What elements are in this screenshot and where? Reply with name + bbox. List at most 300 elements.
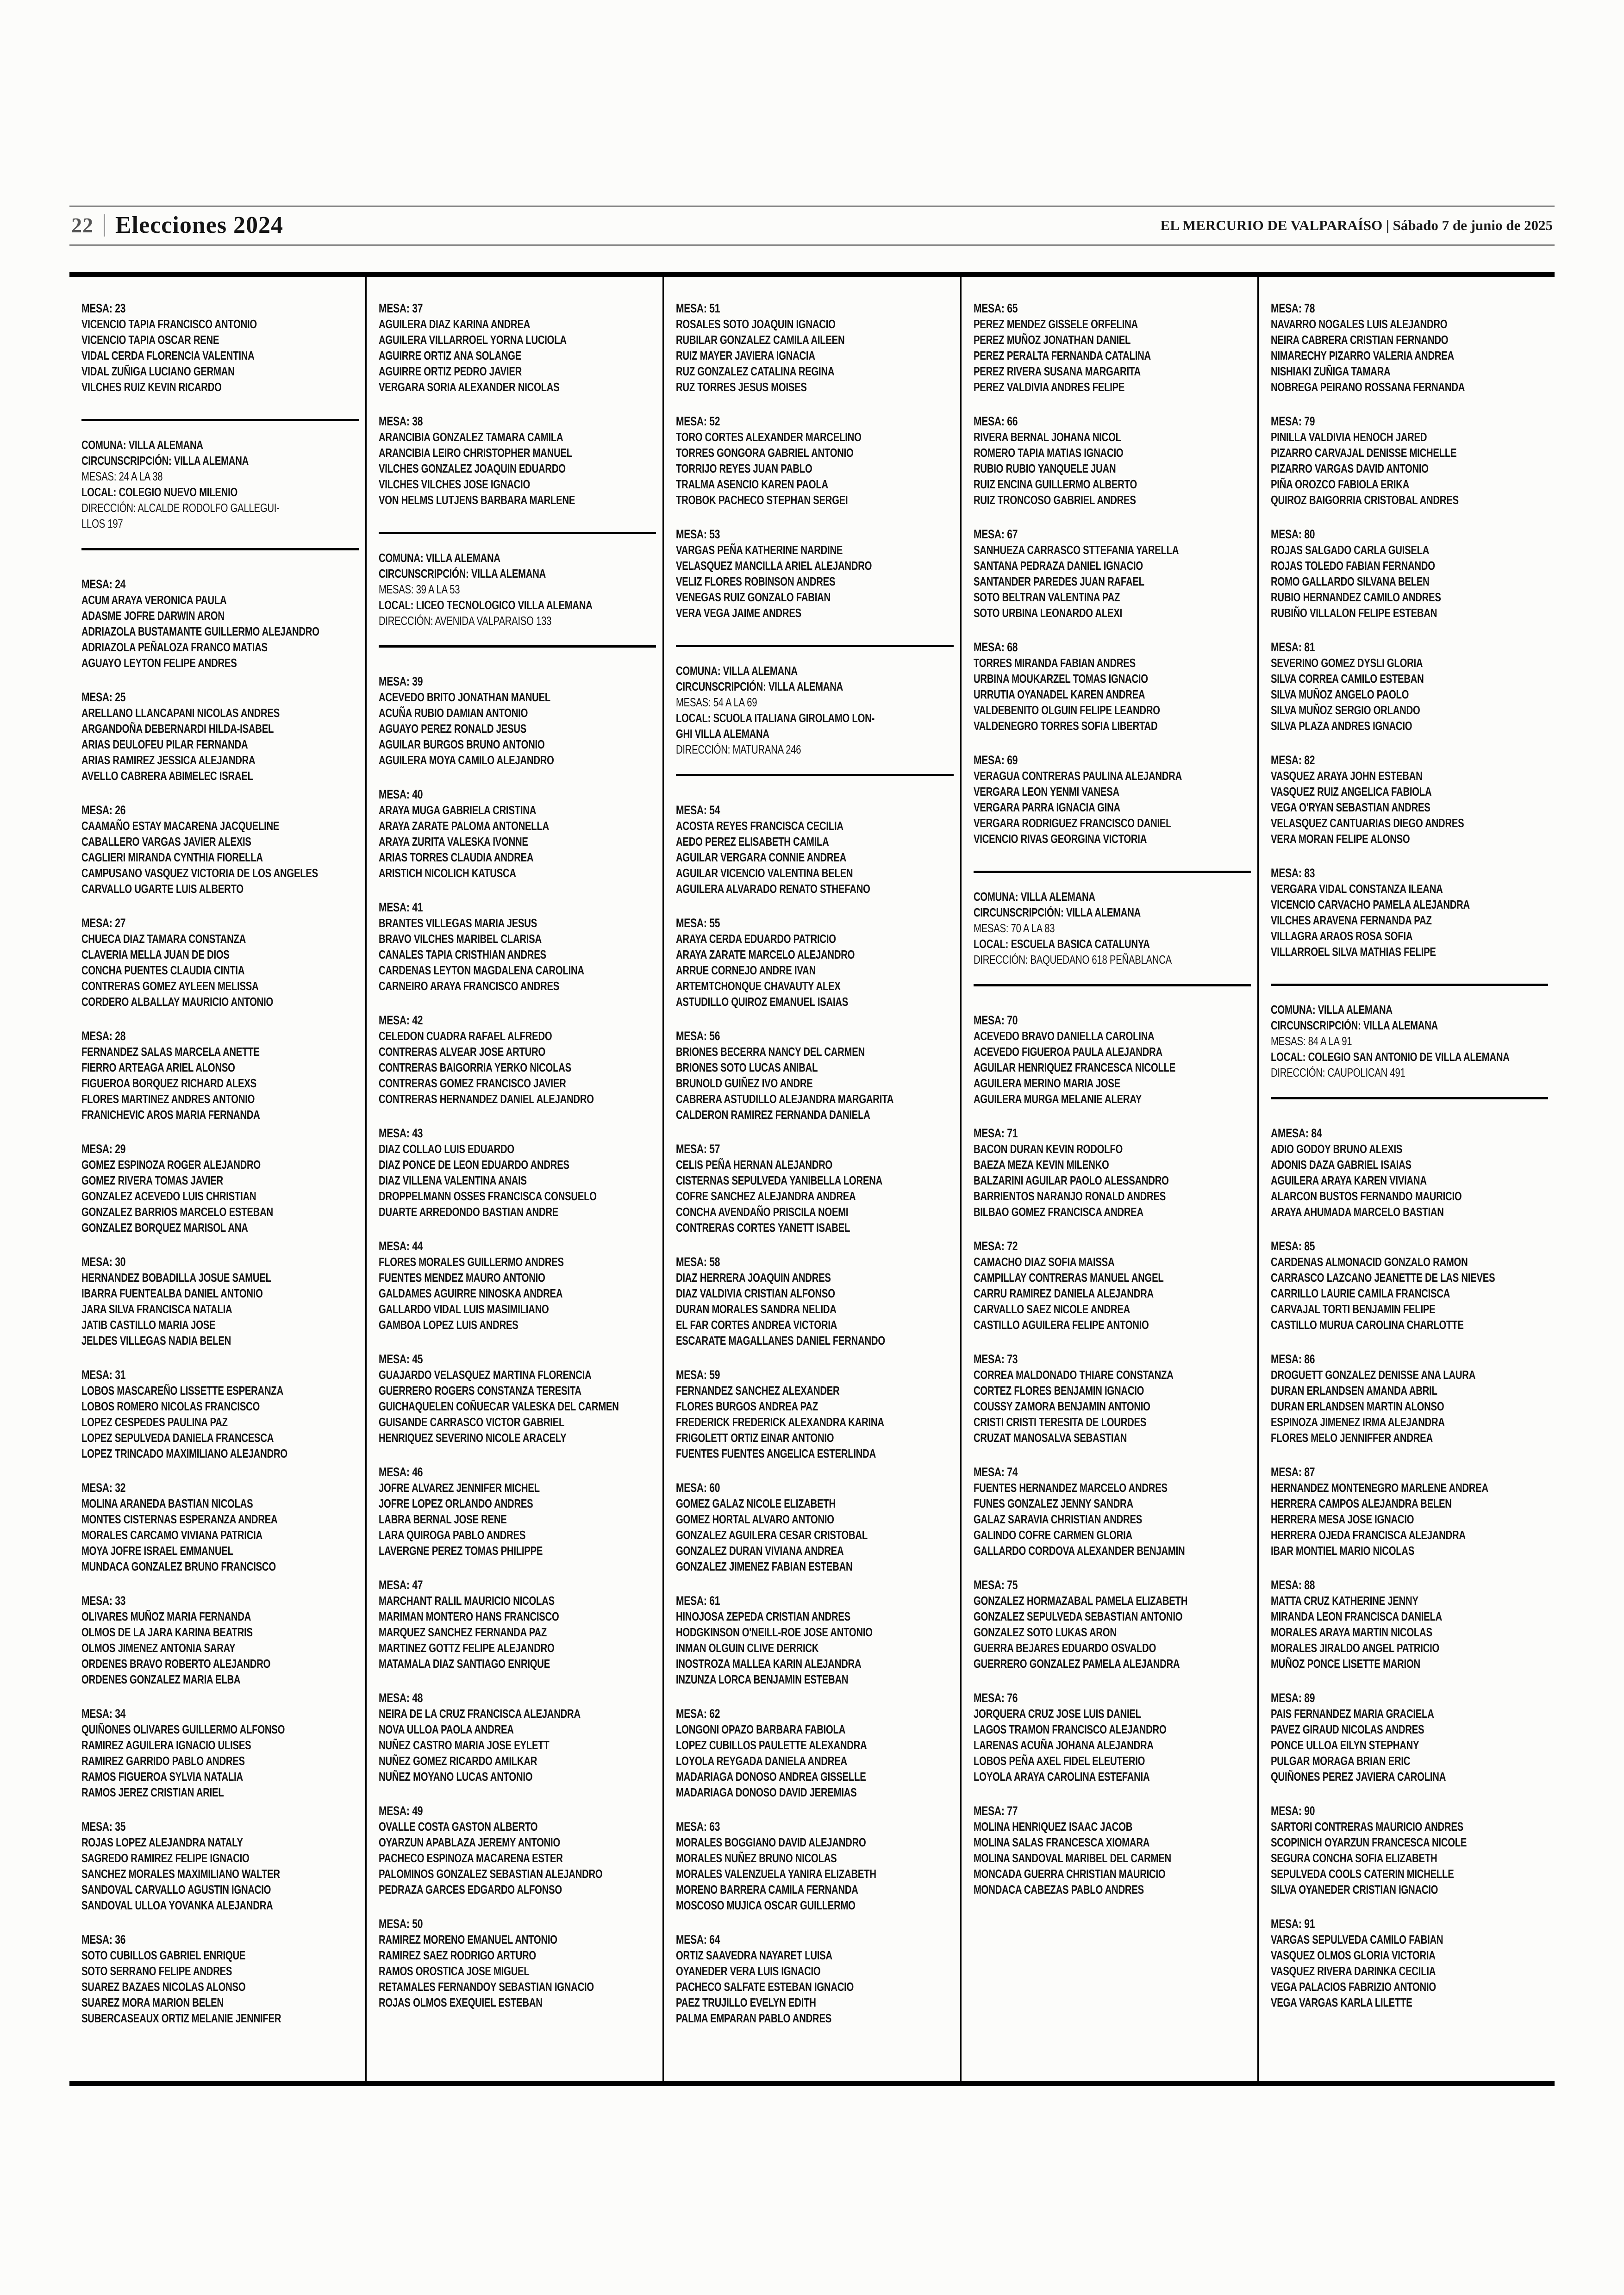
mesa-block	[974, 1012, 1251, 1107]
voter-name: DURAN ERLANDSEN AMANDA ABRIL	[1270, 1384, 1437, 1397]
voter-name: PEREZ PERALTA FERNANDA CATALINA	[973, 349, 1151, 362]
voter-name: ACEVEDO BRITO JONATHAN MANUEL	[379, 690, 551, 704]
voter-name: LOYOLA ARAYA CAROLINA ESTEFANIA	[973, 1770, 1149, 1784]
voter-name: SEVERINO GOMEZ DYSLI GLORIA	[1270, 656, 1423, 670]
voter-name: AGUILERA MURGA MELANIE ALERAY	[973, 1092, 1142, 1106]
voter-name: OYANEDER VERA LUIS IGNACIO	[676, 1964, 821, 1978]
voter-name: DUARTE ARREDONDO BASTIAN ANDRE	[379, 1205, 559, 1219]
mesa-header: MESA: 60	[676, 1481, 720, 1495]
voter-name: CONTRERAS GOMEZ FRANCISCO JAVIER	[379, 1076, 566, 1090]
mesa-block	[974, 300, 1251, 395]
mesa-block	[974, 1577, 1251, 1671]
mesa-header: MESA: 44	[379, 1239, 423, 1253]
voter-name: CARDENAS LEYTON MAGDALENA CAROLINA	[379, 963, 585, 977]
voter-name: PEREZ RIVERA SUSANA MARGARITA	[973, 364, 1141, 378]
voter-name: NUÑEZ MOYANO LUCAS ANTONIO	[379, 1770, 533, 1784]
voter-name: GONZALEZ AGUILERA CESAR CRISTOBAL	[676, 1528, 868, 1542]
voter-name: AGUIRRE ORTIZ ANA SOLANGE	[379, 349, 522, 362]
voter-name: GOMEZ HORTAL ALVARO ANTONIO	[676, 1512, 835, 1526]
mesa-header: MESA: 23	[81, 301, 126, 315]
voter-name: RUIZ ENCINA GUILLERMO ALBERTO	[973, 477, 1137, 491]
masthead-right: EL MERCURIO DE VALPARAÍSO | Sábado 7 de junio de 2025	[1160, 217, 1553, 233]
voter-name: RAMOS JEREZ CRISTIAN ARIEL	[81, 1785, 224, 1799]
mesa-block	[81, 1254, 359, 1348]
column-1	[69, 277, 365, 2081]
voter-name: CAGLIERI MIRANDA CYNTHIA FIORELLA	[81, 850, 263, 864]
voter-name: SILVA OYANEDER CRISTIAN IGNACIO	[1270, 1883, 1438, 1896]
voter-name: SOTO CUBILLOS GABRIEL ENRIQUE	[81, 1948, 246, 1962]
masthead-divider	[104, 214, 105, 237]
mesa-header: MESA: 31	[81, 1368, 126, 1382]
voter-name: ADIO GODOY BRUNO ALEXIS	[1270, 1142, 1403, 1156]
voter-name: NOBREGA PEIRANO ROSSANA FERNANDA	[1270, 380, 1465, 394]
voter-name: MONTES CISTERNAS ESPERANZA ANDREA	[81, 1512, 278, 1526]
mesa-header: MESA: 71	[973, 1126, 1018, 1140]
mesa-header: MESA: 35	[81, 1820, 126, 1834]
mesa-block	[676, 802, 953, 897]
voter-name: GONZALEZ SOTO LUKAS ARON	[973, 1625, 1117, 1639]
voter-name: LAVERGNE PEREZ TOMAS PHILIPPE	[379, 1544, 543, 1558]
voter-name: CORDERO ALBALLAY MAURICIO ANTONIO	[81, 995, 274, 1009]
voter-name: ACEVEDO FIGUEROA PAULA ALEJANDRA	[973, 1045, 1162, 1059]
voter-name: VALDENEGRO TORRES SOFIA LIBERTAD	[973, 719, 1157, 733]
voter-name: CABALLERO VARGAS JAVIER ALEXIS	[81, 835, 251, 848]
voter-name: CAAMAÑO ESTAY MACARENA JACQUELINE	[81, 819, 280, 833]
voter-name: RETAMALES FERNANDOY SEBASTIAN IGNACIO	[379, 1980, 594, 1994]
voter-name: TRALMA ASENCIO KAREN PAOLA	[676, 477, 829, 491]
voter-name: MADARIAGA DONOSO ANDREA GISSELLE	[676, 1770, 866, 1784]
voter-name: PEDRAZA GARCES EDGARDO ALFONSO	[379, 1883, 562, 1896]
comuna-line: MESAS: 54 A LA 69	[676, 695, 757, 709]
voter-name: VARGAS PEÑA KATHERINE NARDINE	[676, 543, 843, 557]
mesa-header: MESA: 25	[81, 690, 126, 704]
mesa-header: MESA: 66	[973, 414, 1018, 428]
mesa-header: MESA: 38	[379, 414, 423, 428]
voter-name: ROMO GALLARDO SILVANA BELEN	[1270, 574, 1430, 588]
comuna-line: CIRCUNSCRIPCIÓN: VILLA ALEMANA	[1270, 1018, 1438, 1032]
voter-name: ORDENES BRAVO ROBERTO ALEJANDRO	[81, 1657, 271, 1671]
voter-name: CARNEIRO ARAYA FRANCISCO ANDRES	[379, 979, 560, 993]
voter-name: VASQUEZ OLMOS GLORIA VICTORIA	[1270, 1948, 1436, 1962]
mesa-block	[676, 300, 953, 395]
voter-name: CRISTI CRISTI TERESITA DE LOURDES	[973, 1415, 1146, 1429]
voter-name: LOBOS PEÑA AXEL FIDEL ELEUTERIO	[973, 1754, 1145, 1768]
mesa-header: MESA: 63	[676, 1820, 720, 1834]
voter-name: GALDAMES AGUIRRE NINOSKA ANDREA	[379, 1286, 563, 1300]
voter-name: GOMEZ ESPINOZA ROGER ALEJANDRO	[81, 1158, 261, 1172]
comuna-line: COMUNA: VILLA ALEMANA	[379, 551, 501, 565]
voter-name: CASTILLO MURUA CAROLINA CHARLOTTE	[1270, 1318, 1464, 1332]
mesa-block	[379, 674, 656, 768]
comuna-line: CIRCUNSCRIPCIÓN: VILLA ALEMANA	[379, 567, 546, 580]
voter-name: CONTRERAS GOMEZ AYLEEN MELISSA	[81, 979, 259, 993]
voter-name: NEIRA CABRERA CRISTIAN FERNANDO	[1270, 333, 1449, 347]
voter-name: GUERRERO ROGERS CONSTANZA TERESITA	[379, 1384, 582, 1397]
voter-name: DIAZ VILLENA VALENTINA ANAIS	[379, 1173, 527, 1187]
voter-name: ROMERO TAPIA MATIAS IGNACIO	[973, 446, 1124, 460]
voter-name: MATTA CRUZ KATHERINE JENNY	[1270, 1594, 1418, 1608]
voter-name: OLMOS DE LA JARA KARINA BEATRIS	[81, 1625, 253, 1639]
voter-name: JORQUERA CRUZ JOSE LUIS DANIEL	[973, 1707, 1141, 1721]
comuna-line: MESAS: 70 A LA 83	[973, 921, 1055, 935]
mesa-block	[676, 1819, 953, 1913]
voter-name: SAGREDO RAMIREZ FELIPE IGNACIO	[81, 1851, 250, 1865]
voter-name: GONZALEZ HORMAZABAL PAMELA ELIZABETH	[973, 1594, 1187, 1608]
voter-name: PACHECO ESPINOZA MACARENA ESTER	[379, 1851, 563, 1865]
voter-name: VASQUEZ RIVERA DARINKA CECILIA	[1270, 1964, 1436, 1978]
voter-name: IBAR MONTIEL MARIO NICOLAS	[1270, 1544, 1414, 1558]
voter-name: ARAYA ZARATE MARCELO ALEJANDRO	[676, 948, 855, 961]
voter-name: NAVARRO NOGALES LUIS ALEJANDRO	[1270, 317, 1448, 331]
voter-name: ARIAS TORRES CLAUDIA ANDREA	[379, 850, 534, 864]
voter-name: RAMIREZ MORENO EMANUEL ANTONIO	[379, 1933, 558, 1946]
voter-name: MORALES NUÑEZ BRUNO NICOLAS	[676, 1851, 837, 1865]
voter-name: LABRA BERNAL JOSE RENE	[379, 1512, 507, 1526]
voter-name: VILCHES VILCHES JOSE IGNACIO	[379, 477, 531, 491]
voter-name: VICENCIO RIVAS GEORGINA VICTORIA	[973, 832, 1147, 846]
mesa-block	[379, 1916, 656, 2010]
voter-name: OVALLE COSTA GASTON ALBERTO	[379, 1820, 538, 1834]
mesa-block	[1271, 1125, 1548, 1220]
voter-name: CARRU RAMIREZ DANIELA ALEJANDRA	[973, 1286, 1154, 1300]
voter-name: AGUIRRE ORTIZ PEDRO JAVIER	[379, 364, 522, 378]
mesa-block	[379, 1238, 656, 1333]
mesa-header: MESA: 85	[1270, 1239, 1315, 1253]
voter-name: MOLINA SANDOVAL MARIBEL DEL CARMEN	[973, 1851, 1171, 1865]
voter-name: OYARZUN APABLAZA JEREMY ANTONIO	[379, 1835, 561, 1849]
voter-name: PAVEZ GIRAUD NICOLAS ANDRES	[1270, 1722, 1424, 1736]
voter-name: DIAZ PONCE DE LEON EDUARDO ANDRES	[379, 1158, 570, 1172]
voter-name: PINILLA VALDIVIA HENOCH JARED	[1270, 430, 1427, 444]
voter-name: NISHIAKI ZUÑIGA TAMARA	[1270, 364, 1391, 378]
mesa-header: MESA: 61	[676, 1594, 720, 1608]
mesa-block	[379, 899, 656, 994]
mesa-header: MESA: 34	[81, 1707, 126, 1721]
voter-name: VASQUEZ RUIZ ANGELICA FABIOLA	[1270, 785, 1432, 798]
voter-name: ARANCIBIA LEIRO CHRISTOPHER MANUEL	[379, 446, 573, 460]
voter-name: VERGARA LEON YENMI VANESA	[973, 785, 1119, 798]
voter-name: LOPEZ CESPEDES PAULINA PAZ	[81, 1415, 228, 1429]
voter-name: SILVA MUÑOZ ANGELO PAOLO	[1270, 687, 1409, 701]
voter-name: URBINA MOUKARZEL TOMAS IGNACIO	[973, 672, 1148, 686]
voter-name: SCOPINICH OYARZUN FRANCESCA NICOLE	[1270, 1835, 1467, 1849]
comuna-line: COMUNA: VILLA ALEMANA	[973, 890, 1095, 904]
voter-name: CABRERA ASTUDILLO ALEJANDRA MARGARITA	[676, 1092, 894, 1106]
mesa-header: MESA: 81	[1270, 640, 1315, 654]
mesa-block	[1271, 1577, 1548, 1671]
voter-name: ARTEMTCHONQUE CHAVAUTY ALEX	[676, 979, 841, 993]
voter-name: RIVERA BERNAL JOHANA NICOL	[973, 430, 1121, 444]
voter-name: CORREA MALDONADO THIARE CONSTANZA	[973, 1368, 1174, 1382]
voter-name: CARRILLO LAURIE CAMILA FRANCISCA	[1270, 1286, 1450, 1300]
voter-name: AGUAYO PEREZ RONALD JESUS	[379, 722, 527, 736]
voter-name: MARIMAN MONTERO HANS FRANCISCO	[379, 1609, 559, 1623]
voter-name: DURAN MORALES SANDRA NELIDA	[676, 1302, 837, 1316]
voter-name: INZUNZA LORCA BENJAMIN ESTEBAN	[676, 1672, 849, 1686]
voter-name: BALZARINI AGUILAR PAOLO ALESSANDRO	[973, 1173, 1169, 1187]
voter-name: VILCHES ARAVENA FERNANDA PAZ	[1270, 913, 1432, 927]
voter-name: MORALES ARAYA MARTIN NICOLAS	[1270, 1625, 1432, 1639]
mesa-block	[81, 915, 359, 1010]
mesa-block	[81, 1480, 359, 1574]
mesa-header: MESA: 68	[973, 640, 1018, 654]
voter-name: CONCHA AVENDAÑO PRISCILA NOEMI	[676, 1205, 849, 1219]
voter-name: SILVA PLAZA ANDRES IGNACIO	[1270, 719, 1412, 733]
voter-name: NEIRA DE LA CRUZ FRANCISCA ALEJANDRA	[379, 1707, 581, 1721]
mesa-block	[974, 526, 1251, 621]
voter-name: SUBERCASEAUX ORTIZ MELANIE JENNIFER	[81, 2011, 281, 2025]
mesa-header: MESA: 26	[81, 803, 126, 817]
voter-name: HODGKINSON O'NEILL-ROE JOSE ANTONIO	[676, 1625, 873, 1639]
mesa-block	[379, 1464, 656, 1559]
voter-name: RAMIREZ SAEZ RODRIGO ARTURO	[379, 1948, 537, 1962]
voter-name: GOMEZ GALAZ NICOLE ELIZABETH	[676, 1497, 836, 1510]
mesa-block	[1271, 1464, 1548, 1559]
voter-name: GONZALEZ ACEVEDO LUIS CHRISTIAN	[81, 1189, 256, 1203]
voter-name: PACHECO SALFATE ESTEBAN IGNACIO	[676, 1980, 854, 1994]
voter-name: FRIGOLETT ORTIZ EINAR ANTONIO	[676, 1431, 834, 1445]
voter-name: SANTANA PEDRAZA DANIEL IGNACIO	[973, 559, 1143, 573]
voter-name: LONGONI OPAZO BARBARA FABIOLA	[676, 1722, 846, 1736]
voter-name: TORRIJO REYES JUAN PABLO	[676, 461, 812, 475]
mesa-block	[1271, 1916, 1548, 2010]
voter-name: IBARRA FUENTEALBA DANIEL ANTONIO	[81, 1286, 263, 1300]
voter-name: FUENTES MENDEZ MAURO ANTONIO	[379, 1271, 545, 1285]
voter-name: PIZARRO VARGAS DAVID ANTONIO	[1270, 461, 1429, 475]
mesa-header: MESA: 86	[1270, 1352, 1315, 1366]
voter-name: BACON DURAN KEVIN RODOLFO	[973, 1142, 1123, 1156]
voter-name: CAMPILLAY CONTRERAS MANUEL ANGEL	[973, 1271, 1164, 1285]
voter-name: CLAVERIA MELLA JUAN DE DIOS	[81, 948, 230, 961]
voter-name: NUÑEZ CASTRO MARIA JOSE EYLETT	[379, 1738, 550, 1752]
comuna-line: DIRECCIÓN: ALCALDE RODOLFO GALLEGUI-	[81, 501, 280, 515]
mesa-block	[974, 639, 1251, 734]
voter-name: AGUILAR VICENCIO VALENTINA BELEN	[676, 866, 853, 880]
voter-name: PEREZ VALDIVIA ANDRES FELIPE	[973, 380, 1124, 394]
mesa-block	[379, 1351, 656, 1446]
mesa-block	[974, 752, 1251, 847]
voter-name: LARENAS ACUÑA JOHANA ALEJANDRA	[973, 1738, 1154, 1752]
voter-name: CHUECA DIAZ TAMARA CONSTANZA	[81, 932, 246, 946]
voter-name: RUIZ MAYER JAVIERA IGNACIA	[676, 349, 816, 362]
voter-name: AGUILERA ARAYA KAREN VIVIANA	[1270, 1173, 1427, 1187]
voter-name: LAGOS TRAMON FRANCISCO ALEJANDRO	[973, 1722, 1167, 1736]
voter-name: ARRUE CORNEJO ANDRE IVAN	[676, 963, 816, 977]
mesa-block	[1271, 752, 1548, 847]
voter-name: RUZ TORRES JESUS MOISES	[676, 380, 807, 394]
voter-name: PULGAR MORAGA BRIAN ERIC	[1270, 1754, 1411, 1768]
voter-name: DURAN ERLANDSEN MARTIN ALONSO	[1270, 1399, 1444, 1413]
voter-name: GONZALEZ BARRIOS MARCELO ESTEBAN	[81, 1205, 273, 1219]
column-3	[662, 277, 960, 2081]
mesa-block	[379, 1803, 656, 1897]
voter-name: LOPEZ SEPULVEDA DANIELA FRANCESCA	[81, 1431, 274, 1445]
voter-name: PAIS FERNANDEZ MARIA GRACIELA	[1270, 1707, 1434, 1721]
mesa-header: MESA: 73	[973, 1352, 1018, 1366]
mesa-header: MESA: 50	[379, 1917, 423, 1931]
voter-name: MATAMALA DIAZ SANTIAGO ENRIQUE	[379, 1657, 550, 1671]
voter-name: MIRANDA LEON FRANCISCA DANIELA	[1270, 1609, 1442, 1623]
comuna-block	[81, 419, 359, 550]
voter-name: MARCHANT RALIL MAURICIO NICOLAS	[379, 1594, 555, 1608]
voter-name: COFRE SANCHEZ ALEJANDRA ANDREA	[676, 1189, 856, 1203]
voter-name: FUENTES FUENTES ANGELICA ESTERLINDA	[676, 1447, 876, 1460]
voter-name: SANHUEZA CARRASCO STTEFANIA YARELLA	[973, 543, 1179, 557]
mesa-header: MESA: 47	[379, 1578, 423, 1592]
voter-name: SANTANDER PAREDES JUAN RAFAEL	[973, 574, 1144, 588]
voter-name: VICENCIO TAPIA OSCAR RENE	[81, 333, 219, 347]
comuna-line: COMUNA: VILLA ALEMANA	[676, 664, 798, 678]
voter-name: ESCARATE MAGALLANES DANIEL FERNANDO	[676, 1334, 886, 1347]
mesa-header: MESA: 29	[81, 1142, 126, 1156]
mesa-header: MESA: 24	[81, 577, 126, 591]
mesa-header: MESA: 30	[81, 1255, 126, 1269]
voter-name: GONZALEZ DURAN VIVIANA ANDREA	[676, 1544, 844, 1558]
mesa-header: MESA: 62	[676, 1707, 720, 1721]
voter-name: MORENO BARRERA CAMILA FERNANDA	[676, 1883, 859, 1896]
comuna-line: DIRECCIÓN: BAQUEDANO 618 PEÑABLANCA	[973, 953, 1172, 967]
voter-name: BRAVO VILCHES MARIBEL CLARISA	[379, 932, 542, 946]
voter-name: FIERRO ARTEAGA ARIEL ALONSO	[81, 1060, 235, 1074]
mesa-header: MESA: 89	[1270, 1691, 1315, 1705]
voter-name: CAMACHO DIAZ SOFIA MAISSA	[973, 1255, 1114, 1269]
mesa-block	[676, 915, 953, 1010]
voter-name: RUIZ TRONCOSO GABRIEL ANDRES	[973, 493, 1136, 507]
voter-name: AGUAYO LEYTON FELIPE ANDRES	[81, 656, 237, 670]
voter-name: FLORES MELO JENNIFFER ANDREA	[1270, 1431, 1433, 1445]
voter-name: LOBOS ROMERO NICOLAS FRANCISCO	[81, 1399, 260, 1413]
mesa-header: MESA: 55	[676, 916, 720, 930]
voter-name: PALMA EMPARAN PABLO ANDRES	[676, 2011, 832, 2025]
voter-name: MORALES VALENZUELA YANIRA ELIZABETH	[676, 1867, 877, 1881]
mesa-block	[1271, 639, 1548, 734]
voter-name: ROJAS SALGADO CARLA GUISELA	[1270, 543, 1430, 557]
voter-name: VIDAL ZUÑIGA LUCIANO GERMAN	[81, 364, 235, 378]
mesa-header: MESA: 90	[1270, 1804, 1315, 1818]
voter-name: DIAZ COLLAO LUIS EDUARDO	[379, 1142, 515, 1156]
voter-name: SEPULVEDA COOLS CATERIN MICHELLE	[1270, 1867, 1454, 1881]
voter-name: ACUM ARAYA VERONICA PAULA	[81, 593, 227, 607]
voter-name: CARVALLO UGARTE LUIS ALBERTO	[81, 882, 244, 896]
voter-name: LARA QUIROGA PABLO ANDRES	[379, 1528, 526, 1542]
voter-name: VICENCIO TAPIA FRANCISCO ANTONIO	[81, 317, 257, 331]
mesa-header: MESA: 49	[379, 1804, 423, 1818]
voter-name: ADASME JOFRE DARWIN ARON	[81, 609, 225, 623]
voter-name: URRUTIA OYANADEL KAREN ANDREA	[973, 687, 1145, 701]
voter-name: BRUNOLD GUIÑEZ IVO ANDRE	[676, 1076, 813, 1090]
voter-name: VEGA VARGAS KARLA LILETTE	[1270, 1996, 1412, 2009]
voter-name: JOFRE LOPEZ ORLANDO ANDRES	[379, 1497, 533, 1510]
voter-name: SILVA MUÑOZ SERGIO ORLANDO	[1270, 703, 1420, 717]
voter-name: CANALES TAPIA CRISTHIAN ANDRES	[379, 948, 546, 961]
voter-name: VENEGAS RUIZ GONZALO FABIAN	[676, 590, 831, 604]
voter-name: RAMOS FIGUEROA SYLVIA NATALIA	[81, 1770, 243, 1784]
voter-name: MOYA JOFRE ISRAEL EMMANUEL	[81, 1544, 233, 1558]
voter-name: RUBIÑO VILLALON FELIPE ESTEBAN	[1270, 606, 1437, 620]
voter-name: ORTIZ SAAVEDRA NAYARET LUISA	[676, 1948, 833, 1962]
voter-name: CISTERNAS SEPULVEDA YANIBELLA LORENA	[676, 1173, 883, 1187]
voter-name: AGUILAR BURGOS BRUNO ANTONIO	[379, 737, 545, 751]
voter-name: ROSALES SOTO JOAQUIN IGNACIO	[676, 317, 836, 331]
mesa-header: MESA: 83	[1270, 866, 1315, 880]
voter-name: AEDO PEREZ ELISABETH CAMILA	[676, 835, 829, 848]
mesa-block	[676, 413, 953, 508]
mesa-block	[974, 1803, 1251, 1897]
mesa-header: MESA: 41	[379, 900, 423, 914]
comuna-line: LOCAL: LICEO TECNOLOGICO VILLA ALEMANA	[379, 598, 593, 612]
voter-name: VARGAS SEPULVEDA CAMILO FABIAN	[1270, 1933, 1443, 1946]
voter-name: PEREZ MUÑOZ JONATHAN DANIEL	[973, 333, 1131, 347]
voter-name: CARDENAS ALMONACID GONZALO RAMON	[1270, 1255, 1468, 1269]
voter-name: NIMARECHY PIZARRO VALERIA ANDREA	[1270, 349, 1454, 362]
voter-name: CELEDON CUADRA RAFAEL ALFREDO	[379, 1029, 552, 1043]
mesa-header: MESA: 57	[676, 1142, 720, 1156]
voter-name: MARQUEZ SANCHEZ FERNANDA PAZ	[379, 1625, 547, 1639]
mesa-header: MESA: 53	[676, 527, 720, 541]
comuna-block	[974, 871, 1251, 986]
mesa-block	[676, 1706, 953, 1800]
mesa-header: MESA: 28	[81, 1029, 126, 1043]
mesa-header: MESA: 56	[676, 1029, 720, 1043]
mesa-header: MESA: 75	[973, 1578, 1018, 1592]
voter-name: VERA MORAN FELIPE ALONSO	[1270, 832, 1410, 846]
mesa-block	[676, 1932, 953, 2026]
mesa-header: MESA: 87	[1270, 1465, 1315, 1479]
mesa-block	[974, 1351, 1251, 1446]
mesa-block	[1271, 1351, 1548, 1446]
voter-name: ADONIS DAZA GABRIEL ISAIAS	[1270, 1158, 1412, 1172]
mesa-block	[1271, 413, 1548, 508]
voter-name: HERNANDEZ MONTENEGRO MARLENE ANDREA	[1270, 1481, 1488, 1495]
voter-name: FLORES MARTINEZ ANDRES ANTONIO	[81, 1092, 255, 1106]
mesa-header: MESA: 46	[379, 1465, 423, 1479]
voter-name: QUIÑONES OLIVARES GUILLERMO ALFONSO	[81, 1722, 285, 1736]
mesa-header: MESA: 36	[81, 1933, 126, 1946]
voter-name: SOTO BELTRAN VALENTINA PAZ	[973, 590, 1120, 604]
voter-name: BARRIENTOS NARANJO RONALD ANDRES	[973, 1189, 1166, 1203]
voter-name: SEGURA CONCHA SOFIA ELIZABETH	[1270, 1851, 1437, 1865]
mesa-block	[676, 1367, 953, 1461]
mesa-header: MESA: 64	[676, 1933, 720, 1946]
voter-name: AVELLO CABRERA ABIMELEC ISRAEL	[81, 769, 253, 783]
mesa-block	[81, 1028, 359, 1123]
voter-name: ARAYA ZURITA VALESKA IVONNE	[379, 835, 528, 848]
voter-name: CONTRERAS ALVEAR JOSE ARTURO	[379, 1045, 546, 1059]
mesa-block	[379, 1012, 656, 1107]
voter-name: PEREZ MENDEZ GISSELE ORFELINA	[973, 317, 1138, 331]
comuna-line: LOCAL: ESCUELA BASICA CATALUNYA	[973, 937, 1150, 951]
mesa-block	[81, 1593, 359, 1687]
mesa-header: MESA: 82	[1270, 753, 1315, 767]
voter-name: ARAYA MUGA GABRIELA CRISTINA	[379, 803, 537, 817]
mesa-header: MESA: 65	[973, 301, 1018, 315]
voter-name: FLORES MORALES GUILLERMO ANDRES	[379, 1255, 564, 1269]
voter-name: CONTRERAS CORTES YANETT ISABEL	[676, 1221, 850, 1235]
voter-name: GUERRA BEJARES EDUARDO OSVALDO	[973, 1641, 1156, 1655]
voter-name: EL FAR CORTES ANDREA VICTORIA	[676, 1318, 837, 1332]
mesa-block	[1271, 1690, 1548, 1784]
mesa-header: MESA: 70	[973, 1013, 1018, 1027]
voter-name: QUIÑONES PEREZ JAVIERA CAROLINA	[1270, 1770, 1446, 1784]
mesa-header: MESA: 69	[973, 753, 1018, 767]
voter-name: VELASQUEZ MANCILLA ARIEL ALEJANDRO	[676, 559, 872, 573]
voter-name: GONZALEZ SEPULVEDA SEBASTIAN ANTONIO	[973, 1609, 1182, 1623]
voter-name: ARIAS DEULOFEU PILAR FERNANDA	[81, 737, 248, 751]
voter-name: LOYOLA REYGADA DANIELA ANDREA	[676, 1754, 848, 1768]
mesa-block	[379, 1577, 656, 1671]
mesa-header: MESA: 51	[676, 301, 720, 315]
voter-name: TORRES GONGORA GABRIEL ANTONIO	[676, 446, 854, 460]
